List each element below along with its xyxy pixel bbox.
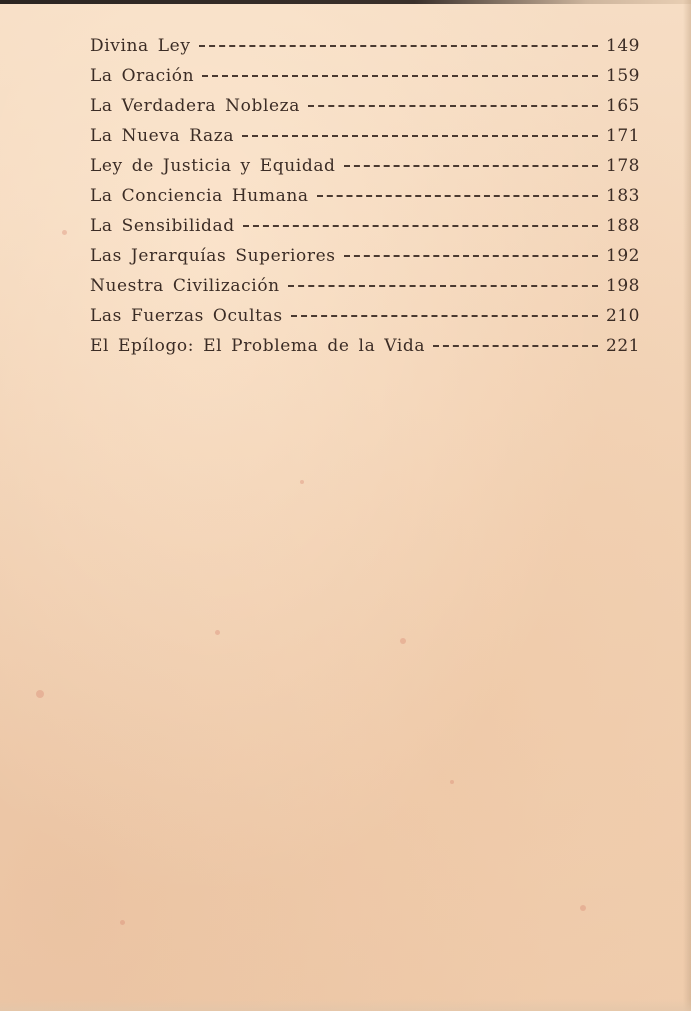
toc-entry: [90, 126, 640, 156]
page-bottom-edge: [0, 999, 691, 1011]
toc-entry-page: 178: [606, 156, 640, 176]
toc-dot-leader: [317, 195, 598, 197]
foxing-spot: [62, 230, 67, 235]
toc-dot-leader: [242, 135, 598, 137]
toc-dot-leader: [433, 345, 598, 347]
toc-dot-leader: [308, 105, 598, 107]
toc-entry: [90, 336, 640, 366]
toc-entry: [90, 246, 640, 276]
toc-dot-leader: [291, 315, 598, 317]
toc-entry: [90, 66, 640, 96]
toc-entry-title: La Oración: [90, 66, 195, 86]
toc-entry-title: La Verdadera Nobleza: [90, 96, 300, 116]
toc-dot-leader: [344, 165, 599, 167]
toc-entry-page: 188: [606, 216, 640, 236]
toc-entry-page: 183: [606, 186, 640, 206]
toc-entry: [90, 276, 640, 306]
foxing-spot: [580, 905, 586, 911]
toc-entry-title: Las Jerarquías Superiores: [90, 246, 336, 266]
foxing-spot: [300, 480, 304, 484]
table-of-contents: [90, 36, 640, 366]
toc-dot-leader: [344, 255, 598, 257]
toc-entry-title: La Conciencia Humana: [90, 186, 309, 206]
toc-entry-title: La Sensibilidad: [90, 216, 235, 236]
toc-entry-title: El Epílogo: El Problema de la Vida: [90, 336, 426, 356]
toc-entry-page: 192: [606, 246, 640, 266]
toc-entry: [90, 306, 640, 336]
toc-entry-title: Nuestra Civilización: [90, 276, 280, 296]
toc-entry: [90, 186, 640, 216]
toc-entry-page: 171: [606, 126, 640, 146]
toc-entry: [90, 156, 640, 186]
foxing-spot: [215, 630, 220, 635]
toc-entry: [90, 36, 640, 66]
foxing-spot: [400, 638, 406, 644]
toc-entry-title: La Nueva Raza: [90, 126, 235, 146]
toc-dot-leader: [288, 285, 598, 287]
foxing-spot: [450, 780, 454, 784]
page-right-edge: [683, 0, 691, 1011]
toc-entry-page: 159: [606, 66, 640, 86]
toc-entry: [90, 96, 640, 126]
toc-entry-page: 149: [606, 36, 640, 56]
foxing-spot: [36, 690, 44, 698]
toc-entry-title: Divina Ley: [90, 36, 191, 56]
toc-entry-page: 221: [606, 336, 640, 356]
foxing-spot: [120, 920, 125, 925]
toc-dot-leader: [202, 75, 598, 77]
toc-entry-title: Ley de Justicia y Equidad: [90, 156, 336, 176]
toc-dot-leader: [243, 225, 598, 227]
toc-entry-title: Las Fuerzas Ocultas: [90, 306, 283, 326]
toc-dot-leader: [199, 45, 598, 47]
toc-entry-page: 165: [606, 96, 640, 116]
toc-entry: [90, 216, 640, 246]
page-top-edge: [0, 0, 691, 4]
toc-entry-page: 198: [606, 276, 640, 296]
toc-entry-page: 210: [606, 306, 640, 326]
